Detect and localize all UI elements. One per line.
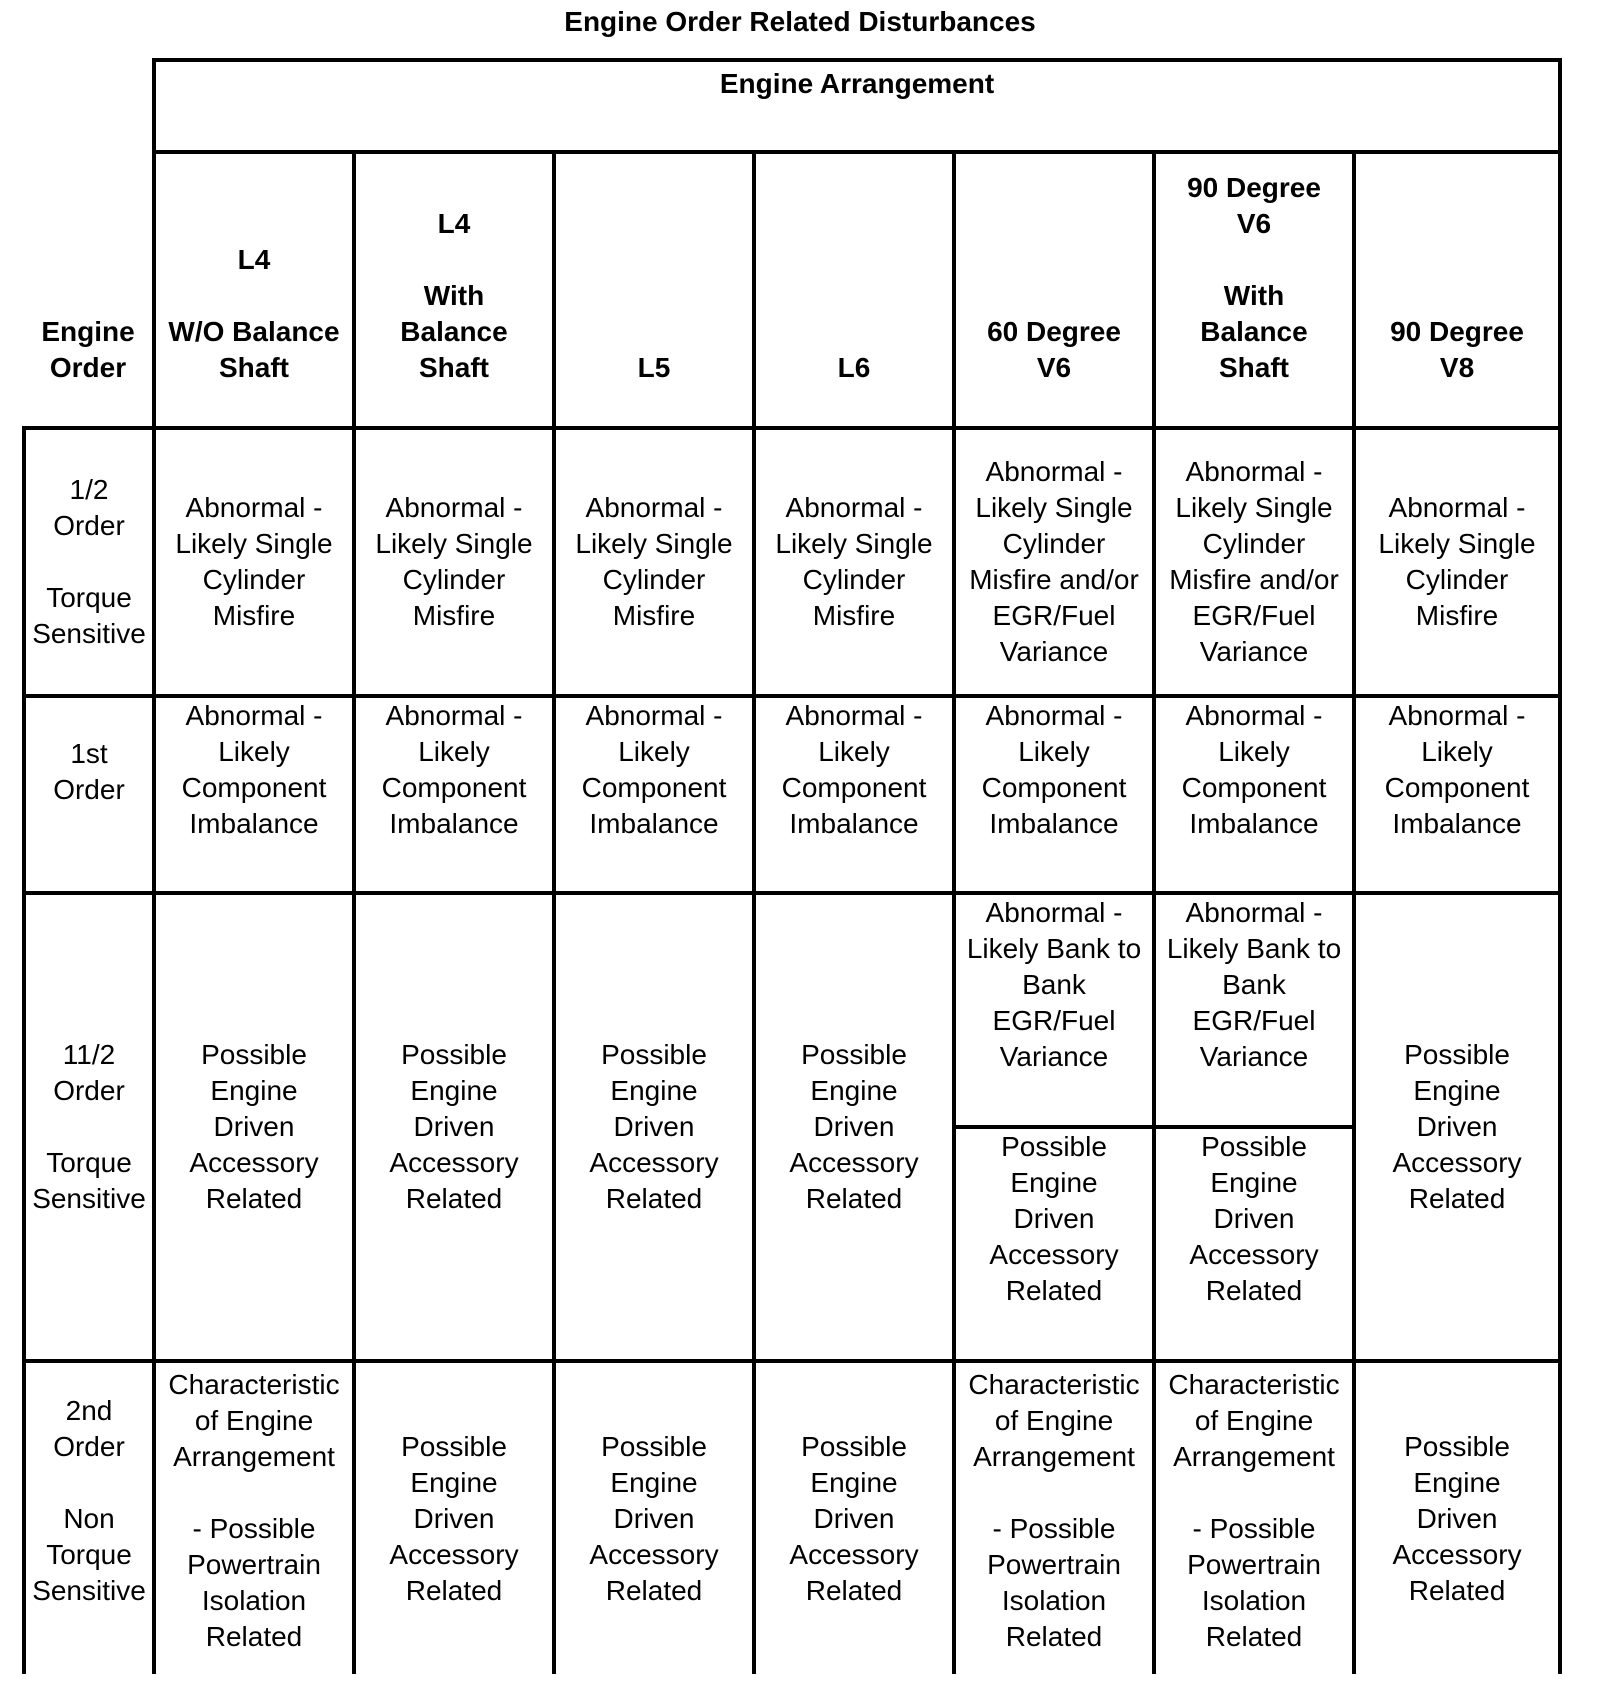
column-header-l5: L5 [554,152,754,428]
column-header-90-v6: 90 Degree V6 With Balance Shaft [1154,152,1354,428]
table-cell: Abnormal - Likely Single Cylinder Misfire and/or EGR/Fuel Variance [1154,428,1354,696]
table-cell: Possible Engine Driven Accessory Related [1354,893,1560,1361]
table-cell: Possible Engine Driven Accessory Related [1154,1127,1354,1361]
table-cell: Possible Engine Driven Accessory Related [554,1361,754,1674]
row-label-half-order: 1/2 Order Torque Sensitive [24,428,154,696]
table-cell: Abnormal - Likely Single Cylinder Misfire and/or EGR/Fuel Variance [954,428,1154,696]
page-title: Engine Order Related Disturbances [564,6,1036,37]
table-cell: Characteristic of Engine Arrangement - Possible Powertrain Isolation Related [954,1361,1154,1674]
table-cell: Possible Engine Driven Accessory Related [354,893,554,1361]
table-cell: Abnormal - Likely Single Cylinder Misfire [554,428,754,696]
table-cell: Abnormal - Likely Component Imbalance [1154,696,1354,893]
table-cell: Abnormal - Likely Component Imbalance [554,696,754,893]
table-cell: Abnormal - Likely Bank to Bank EGR/Fuel Variance [954,893,1154,1127]
table-cell: Abnormal - Likely Component Imbalance [754,696,954,893]
table-cell: Abnormal - Likely Component Imbalance [154,696,354,893]
table-cell: Possible Engine Driven Accessory Related [954,1127,1154,1361]
column-header-l4-wo-balance: L4 W/O Balance Shaft [154,152,354,428]
table-cell: Abnormal - Likely Component Imbalance [1354,696,1560,893]
row-label-one-and-half-order: 11/2 Order Torque Sensitive [24,893,154,1361]
row-label-first-order: 1st Order [24,696,154,893]
table-cell: Possible Engine Driven Accessory Related [754,893,954,1361]
table-cell: Abnormal - Likely Component Imbalance [954,696,1154,893]
table-cell: Abnormal - Likely Single Cylinder Misfire [154,428,354,696]
table-cell: Characteristic of Engine Arrangement - Possible Powertrain Isolation Related [154,1361,354,1674]
column-header-l4-with-balance: L4 With Balance Shaft [354,152,554,428]
table-cell: Possible Engine Driven Accessory Related [354,1361,554,1674]
table-cell: Possible Engine Driven Accessory Related [1354,1361,1560,1674]
table-cell: Possible Engine Driven Accessory Related [154,893,354,1361]
column-header-l6: L6 [754,152,954,428]
table-cell: Possible Engine Driven Accessory Related [754,1361,954,1674]
table-cell: Abnormal - Likely Single Cylinder Misfire [354,428,554,696]
engine-arrangement-header: Engine Arrangement [154,60,1560,152]
disturbance-table [22,58,1562,1674]
table-cell: Abnormal - Likely Single Cylinder Misfire [1354,428,1560,696]
engine-order-header: Engine Order [24,60,154,428]
column-header-60-v6: 60 Degree V6 [954,152,1154,428]
table-cell: Abnormal - Likely Bank to Bank EGR/Fuel Variance [1154,893,1354,1127]
row-label-second-order: 2nd Order Non Torque Sensitive [24,1361,154,1674]
table-cell: Abnormal - Likely Component Imbalance [354,696,554,893]
column-header-90-v8: 90 Degree V8 [1354,152,1560,428]
table-cell: Abnormal - Likely Single Cylinder Misfire [754,428,954,696]
table-cell: Possible Engine Driven Accessory Related [554,893,754,1361]
table-cell: Characteristic of Engine Arrangement - Possible Powertrain Isolation Related [1154,1361,1354,1674]
